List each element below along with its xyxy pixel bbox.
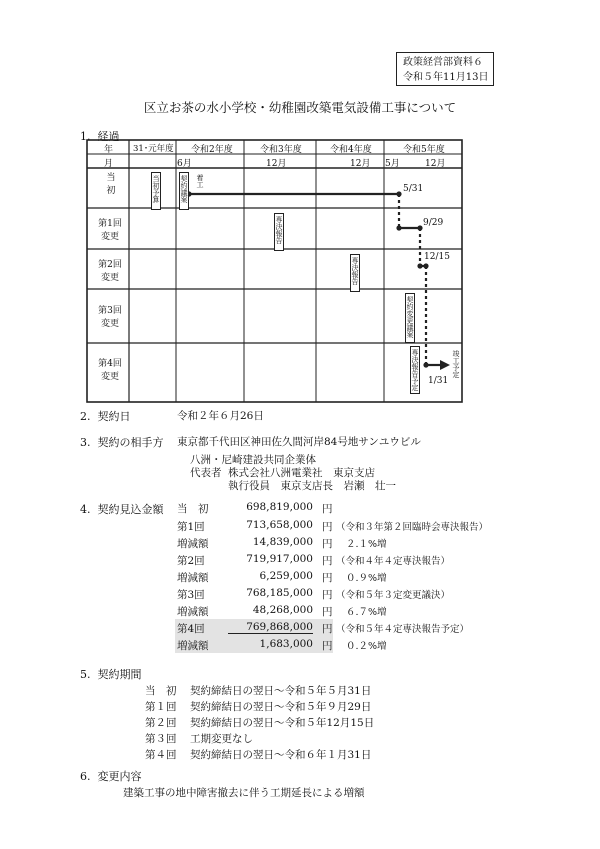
box-special-report-1: 専決報告 [274,213,284,251]
section-6-heading: 6. 変更内容 [80,770,142,783]
contractor-rep-company: 株式会社八洲電業社 東京支店 [228,467,375,479]
date-label-5-31: 5/31 [403,184,424,194]
amount-unit-diff-4: 円 [322,640,333,652]
amount-value-original: 698,819,000 [246,501,313,513]
change-description: 建築工事の地中障害撤去に伴う工期延長による増額 [123,787,365,799]
period-value-change-3: 工期変更なし [190,733,253,745]
fiscal-year-3: 令和3年度 [260,145,302,155]
amount-label-change-2: 第2回 [177,555,205,567]
fiscal-year-4: 令和4年度 [330,145,372,155]
section-2-heading: 2. 契約日 [80,410,131,423]
date-label-1-31: 1/31 [428,376,449,386]
row-label-change-4: 第4回 変更 [98,359,122,382]
amount-value-change-1: 713,658,000 [246,519,313,531]
row-label-original: 当 初 [106,173,116,196]
document-number: 政策経営部資料６ [403,57,483,68]
amount-note-change-1: （令和３年第２回臨時会専決報告） [336,522,489,533]
box-special-report-planned: 専決報告予定 [410,346,420,394]
amount-note-change-3: （令和５年３定変更議決） [336,590,451,601]
date-label-12-15: 12/15 [424,252,450,262]
amount-note-diff-2: ０.９%増 [346,573,387,584]
fiscal-year-1: 31･元年度 [133,144,174,154]
section-1-heading: 1. 経過 [80,130,120,143]
completion-planned-label: 竣工予定 [452,350,460,378]
amount-note-change-2: （令和４年４定専決報告） [336,556,451,567]
month-label-2: 12月 [266,159,287,169]
amount-value-diff-4: 1,683,000 [259,638,313,650]
amount-value-change-3: 768,185,000 [246,587,313,599]
amount-label-change-1: 第1回 [177,521,205,533]
amount-unit-original: 円 [322,503,333,515]
amount-note-diff-1: ２.１%増 [346,539,387,550]
amount-unit-change-4: 円 [322,623,333,635]
box-contract-bill: 契約議案 [179,172,189,210]
contractor-rep-title: 執行役員 東京支店長 岩瀬 壮一 [228,480,396,492]
amount-value-change-2: 719,917,000 [246,553,313,565]
document-date: 令和５年11月13日 [403,72,489,83]
period-label-change-1: 第１回 [145,701,177,713]
box-contract-change-bill: 契約変更議案 [405,293,415,343]
amount-label-diff-4: 増減額 [177,640,209,652]
amount-label-change-4: 第4回 [177,623,205,635]
date-label-9-29: 9/29 [423,218,444,228]
row-label-change-1: 第1回 変更 [98,219,122,242]
row-label-change-3: 第3回 変更 [98,306,122,329]
fiscal-year-2: 令和2年度 [191,145,233,155]
amount-value-diff-1: 14,839,000 [252,536,313,548]
period-value-change-4: 契約締結日の翌日～令和６年１月31日 [190,749,372,761]
box-special-report-2: 専決報告 [350,254,360,292]
amount-unit-diff-3: 円 [322,606,333,618]
month-label-5: 12月 [425,159,446,169]
period-label-change-2: 第２回 [145,717,177,729]
amount-unit-change-2: 円 [322,555,333,567]
period-label-change-3: 第３回 [145,733,177,745]
period-label-original: 当 初 [145,685,177,697]
period-label-change-4: 第４回 [145,749,177,761]
month-label-3: 12月 [350,159,371,169]
amount-value-diff-2: 6,259,000 [259,570,313,582]
amount-label-original: 当 初 [177,503,209,515]
section-4-heading: 4. 契約見込金額 [80,503,164,516]
amount-label-diff-3: 増減額 [177,606,209,618]
amount-note-diff-4: ０.２%増 [346,641,387,652]
amount-unit-change-1: 円 [322,521,333,533]
header-month-label: 月 [104,159,114,169]
amount-unit-diff-1: 円 [322,538,333,550]
contractor-rep-label: 代表者 [190,467,222,479]
period-value-original: 契約締結日の翌日～令和５年５月31日 [190,685,372,697]
period-value-change-2: 契約締結日の翌日～令和５年12月15日 [190,717,375,729]
amount-unit-diff-2: 円 [322,572,333,584]
section-3-heading: 3. 契約の相手方 [80,436,164,449]
month-label-4: 5月 [385,159,400,169]
start-label: 着工 [196,174,204,188]
amount-label-diff-1: 増減額 [177,538,209,550]
amount-unit-change-3: 円 [322,589,333,601]
contractor-address: 東京都千代田区神田佐久間河岸84号地サンユウビル [177,436,421,448]
amount-label-diff-2: 増減額 [177,572,209,584]
amount-label-change-3: 第3回 [177,589,205,601]
amount-value-change-4: 769,868,000 [228,621,313,634]
row-label-change-2: 第2回 変更 [98,260,122,283]
amount-note-diff-3: ６.７%増 [346,607,387,618]
page-title: 区立お茶の水小学校・幼稚園改築電気設備工事について [143,100,457,115]
fiscal-year-5: 令和5年度 [403,145,445,155]
period-value-change-1: 契約締結日の翌日～令和５年９月29日 [190,701,372,713]
box-initial-budget: 当初予算 [151,172,161,210]
month-label-1: 6月 [177,159,192,169]
header-year-label: 年 [104,145,114,155]
section-5-heading: 5. 契約期間 [80,668,142,681]
amount-value-diff-3: 48,268,000 [252,604,313,616]
contract-date-value: 令和２年６月26日 [177,410,264,422]
amount-note-change-4: （令和５年４定専決報告予定） [336,624,470,635]
contractor-jv-name: 八洲・尼崎建設共同企業体 [190,454,316,466]
